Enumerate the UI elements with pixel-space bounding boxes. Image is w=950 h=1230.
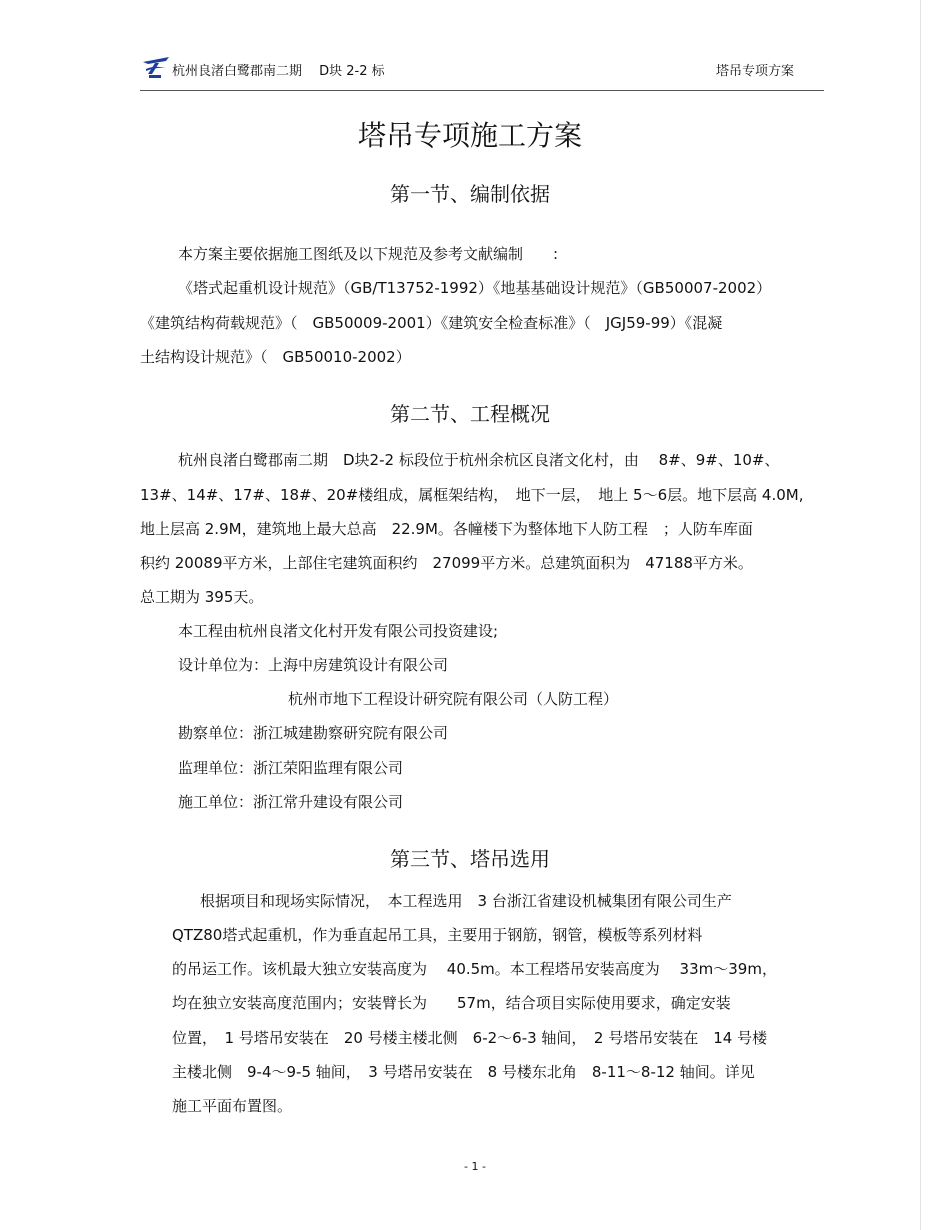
section-1-line: 土结构设计规范》（ GB50010-2002） bbox=[140, 348, 411, 366]
section-3-line: 主楼北侧 9-4～9-5 轴间， 3 号塔吊安装在 8 号楼东北角 8-11～8-12 轴间。详见 bbox=[172, 1063, 755, 1081]
header-doc-name: 塔吊专项方案 bbox=[715, 64, 794, 79]
page-number: - 1 - bbox=[464, 1160, 486, 1173]
section-1-line: 本方案主要依据施工图纸及以下规范及参考文献编制 : bbox=[178, 245, 559, 263]
section-2-heading: 第二节、工程概况 bbox=[390, 402, 550, 426]
section-3-line: 均在独立安装高度范围内；安装臂长为 57m，结合项目实际使用要求，确定安装 bbox=[172, 994, 731, 1012]
section-2-line: 杭州良渚白鹭郡南二期 D块2-2 标段位于杭州余杭区良渚文化村，由 8#、9#、10#、 bbox=[178, 451, 780, 469]
page-header bbox=[140, 54, 824, 91]
section-2-line: 勘察单位：浙江城建勘察研究院有限公司 bbox=[178, 724, 449, 742]
header-project-name: 杭州良渚白鹭郡南二期 D块 2-2 标 bbox=[172, 64, 385, 79]
section-2-line: 总工期为 395天。 bbox=[140, 588, 264, 606]
company-logo-icon bbox=[140, 54, 172, 80]
section-3-heading: 第三节、塔吊选用 bbox=[390, 847, 550, 871]
section-3-line: 施工平面布置图。 bbox=[172, 1097, 293, 1115]
section-2-line: 本工程由杭州良渚文化村开发有限公司投资建设; bbox=[178, 622, 499, 640]
section-2-line: 地上层高 2.9M，建筑地上最大总高 22.9M。各幢楼下为整体地下人防工程 ；人防车库面 bbox=[140, 520, 753, 538]
section-2-line: 施工单位：浙江常升建设有限公司 bbox=[178, 793, 404, 811]
section-3-line: 位置， 1 号塔吊安装在 20 号楼主楼北侧 6-2～6-3 轴间， 2 号塔吊安装在 14 号楼 bbox=[172, 1029, 768, 1047]
section-1-line: 《塔式起重机设计规范》（GB/T13752-1992）《地基基础设计规范》（GB50007-2002） bbox=[178, 279, 772, 297]
section-2-line: 13#、14#、17#、18#、20#楼组成，属框架结构， 地下一层， 地上 5～6层。地下层高 4.0M, bbox=[140, 486, 804, 504]
section-2-line: 积约 20089平方米，上部住宅建筑面积约 27099平方米。总建筑面积为 47188平方米。 bbox=[140, 554, 753, 572]
document-title: 塔吊专项施工方案 bbox=[357, 119, 582, 152]
section-2-line: 设计单位为：上海中房建筑设计有限公司 bbox=[178, 656, 449, 674]
section-3-line: 的吊运工作。该机最大独立安装高度为 40.5m。本工程塔吊安装高度为 33m～39m， bbox=[172, 960, 777, 978]
section-2-line: 监理单位：浙江荣阳监理有限公司 bbox=[178, 759, 404, 777]
section-1-line: 《建筑结构荷载规范》（ GB50009-2001）《建筑安全检查标准》（ JGJ59-99）《混凝 bbox=[140, 314, 723, 332]
section-3-line: QTZ80塔式起重机，作为垂直起吊工具，主要用于钢筋，钢管，模板等系列材料 bbox=[172, 926, 703, 944]
section-3-line: 根据项目和现场实际情况， 本工程选用 3 台浙江省建设机械集团有限公司生产 bbox=[200, 892, 732, 910]
section-1-heading: 第一节、编制依据 bbox=[390, 182, 550, 206]
section-2-line: 杭州市地下工程设计研究院有限公司（人防工程） bbox=[288, 690, 619, 708]
